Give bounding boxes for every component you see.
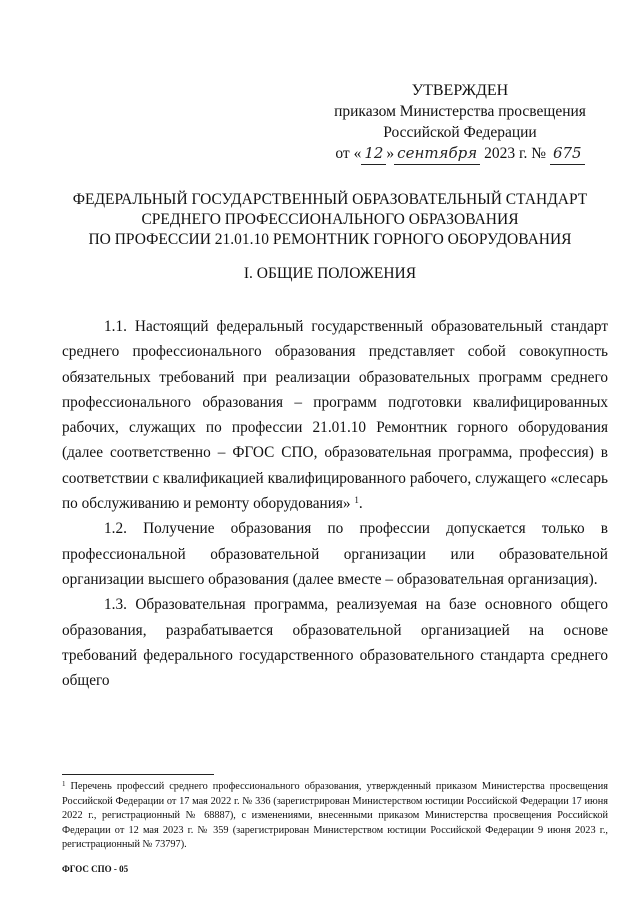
date-prefix: от « <box>335 145 362 162</box>
footnote-reference: 1 <box>354 495 359 506</box>
handwritten-day: 12 <box>361 143 386 165</box>
document-body <box>62 314 608 693</box>
footnote-separator <box>62 774 214 775</box>
handwritten-month: сентября <box>394 143 480 165</box>
paragraph-1-1-text: 1.1. Настоящий федеральный государственный образовательный стандарт среднего профессионального образования представляет собой совокупность обязательных требований при реализации образовательных программ среднего профессионального образования – программ подготовки квалифицированных рабочих, служащих по профессии 21.01.10 Ремонтник горного оборудования (далее соответственно – ФГОС СПО, образовательная программа, профессия) в соответствии с квалификацией квалифицированного рабочего, служащего «слесарь по обслуживанию и ремонту оборудования» <box>62 318 608 513</box>
paragraph-1-3: 1.3. Образовательная программа, реализуемая на базе основного общего образования, разрабатывается образовательной организацией на основе требований федерального государственного образовательного стандарта среднего общего <box>62 596 608 690</box>
title-line-1: ФЕДЕРАЛЬНЫЙ ГОСУДАРСТВЕННЫЙ ОБРАЗОВАТЕЛЬНЫЙ СТАНДАРТ <box>72 191 588 208</box>
footnote <box>62 780 608 853</box>
approval-block <box>310 80 610 165</box>
page-code: ФГОС СПО - 05 <box>62 864 129 874</box>
paragraph-1-2: 1.2. Получение образования по профессии допускается только в профессиональной образовательной организации или образовательной организации высшего образования (далее вместе – образовательная организация). <box>62 520 608 588</box>
date-mid: » <box>386 145 395 162</box>
title-line-2: СРЕДНЕГО ПРОФЕССИОНАЛЬНОГО ОБРАЗОВАНИЯ <box>141 211 519 228</box>
approval-heading: УТВЕРЖДЕН <box>411 82 509 99</box>
section-heading: I. ОБЩИЕ ПОЛОЖЕНИЯ <box>243 265 417 282</box>
footnote-marker: 1 <box>62 780 66 788</box>
paragraph-1-1: 1.1. Настоящий федеральный государственный образовательный стандарт среднего профессионального образования представляет собой совокупность обязательных требований при реализации образовательных программ среднего профессионального образования – программ подготовки квалифицированных рабочих, служащих по профессии 21.01.10 Ремонтник горного оборудования (далее соответственно – ФГОС СПО, образовательная программа, профессия) в соответствии с квалификацией квалифицированного рабочего, служащего «слесарь по обслуживанию и ремонту оборудования» $^1$. <box>62 318 608 513</box>
document-title <box>60 190 600 250</box>
handwritten-order-number: 675 <box>550 143 585 165</box>
approval-line-2: Российской Федерации <box>383 124 537 141</box>
approval-line-1: приказом Министерства просвещения <box>334 103 586 120</box>
approval-date-line <box>310 143 610 165</box>
title-line-3: ПО ПРОФЕССИИ 21.01.10 РЕМОНТНИК ГОРНОГО ОБОРУДОВАНИЯ <box>88 231 572 248</box>
year-suffix: 2023 г. № <box>484 145 547 162</box>
footnote-text: Перечень профессий среднего профессионального образования, утвержденный приказом Министерства просвещения Российской Федерации от 17 мая 2022 г. № 336 (зарегистрирован Министерством юстиции Российской Федерации 17 июня 2022 г., регистрационный № 68887), с изменениями, внесенными приказом Министерства просвещения Российской Федерации от 12 мая 2023 г. № 359 (зарегистрирован Министерством юстиции Российской Федерации 9 июня 2023 г., регистрационный № 73797). <box>62 781 608 850</box>
